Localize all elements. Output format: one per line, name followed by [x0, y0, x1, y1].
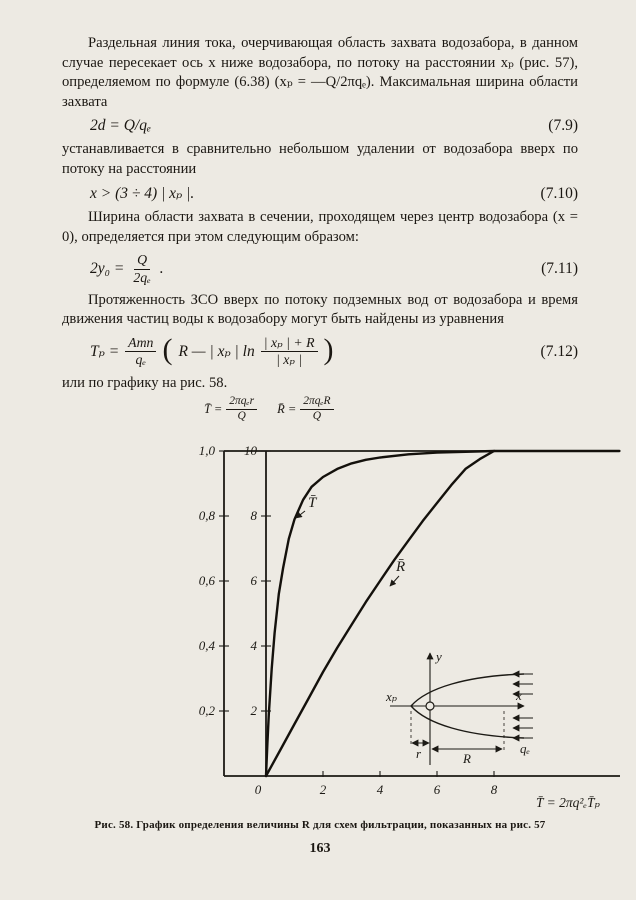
fraction-numerator: | xₚ | + R	[261, 335, 318, 352]
y-tick-label-T: 0,2	[198, 703, 215, 719]
fraction-denominator: Q	[237, 409, 246, 422]
x-tick-label: 2	[319, 782, 327, 798]
y-tick-label-R: 6	[250, 573, 257, 589]
equation-7-11-number: (7.11)	[541, 260, 578, 278]
fraction-numerator: Amn	[125, 335, 156, 352]
fraction-numerator: 2πqₑR	[300, 395, 333, 410]
paragraph-2: устанавливается в сравнительно небольшом удалении от водозабора вверх по потоку на расстоянии	[62, 141, 578, 177]
equation-7-12	[62, 335, 578, 369]
fraction	[125, 335, 156, 369]
inset-y-label: y	[436, 649, 442, 665]
inset-x-label: x	[516, 688, 522, 704]
equation-7-9	[62, 117, 578, 135]
equation-7-12-number: (7.12)	[540, 342, 578, 360]
x-tick-label: 6	[433, 782, 441, 798]
equation-7-10	[62, 184, 578, 203]
x-tick-label: 8	[490, 782, 498, 798]
y-tick-label-R: 2	[250, 703, 257, 719]
inset-qe-label: qₑ	[520, 741, 530, 757]
fraction-denominator: Q	[312, 409, 322, 422]
fraction	[261, 335, 318, 369]
page-number: 163	[309, 841, 331, 857]
fraction-numerator: 2πqₑr	[226, 395, 257, 410]
tick-labels	[199, 443, 498, 797]
x-axis-formula-label: T̄ = 2πq²ₑT̄ₚ	[536, 795, 600, 811]
figure-58-graph	[100, 421, 636, 813]
axis-label-R	[277, 395, 334, 423]
y-tick-label-R: 4	[250, 638, 257, 654]
fraction-denominator: 2qₑ	[133, 269, 151, 285]
equation-7-12-body	[90, 335, 334, 369]
x-tick-label: 0	[254, 782, 262, 798]
paragraph-1: Раздельная линия тока, очерчивающая область захвата водозабора, в данном случае пересекает ось x ниже водозабора, по потоку на расстоянии xₚ (рис. 57), определяемом по формуле (6.38) (xₚ = —Q/2πqₑ). Максимальная ширина области захвата	[62, 35, 578, 110]
equation-7-12-mid: R — | xₚ | ln	[178, 343, 255, 361]
inset-R-label: R	[463, 751, 471, 767]
equation-7-9-number: (7.9)	[548, 117, 578, 135]
curves	[266, 451, 619, 776]
y-tick-label-T: 0,8	[198, 508, 215, 524]
inset-xp-label: xₚ	[386, 689, 397, 705]
fraction	[226, 395, 257, 423]
fraction	[130, 252, 153, 286]
y-tick-label-T: 0,4	[198, 638, 215, 654]
fraction-denominator: qₑ	[135, 352, 147, 368]
inset-scheme-diagram	[385, 649, 533, 766]
paragraph-4: Протяженность ЗСО вверх по потоку подземных вод от водозабора и время движения частиц воды к водозабору могут быть найдены из уравнения	[62, 291, 578, 328]
right-parenthesis: )	[323, 333, 334, 367]
curve-labels	[296, 495, 405, 586]
plot-axes	[224, 451, 620, 776]
y-tick-label-T: 1,0	[198, 443, 215, 459]
equation-7-10-number: (7.10)	[540, 184, 578, 202]
curve-T	[266, 451, 619, 776]
equation-7-12-lhs: Tₚ =	[90, 343, 120, 361]
equation-7-10-body: x > (3 ÷ 4) | xₚ |.	[90, 185, 195, 203]
equation-7-11-lhs: 2y₀ =	[90, 260, 125, 278]
y-tick-label-R: 8	[250, 508, 257, 524]
axis-label-R-lhs: R̄ =	[277, 401, 297, 416]
inset-r-label: r	[416, 746, 422, 762]
axis-label-T-lhs: T̄ =	[204, 401, 223, 416]
y-tick-label-R: 10	[244, 443, 257, 459]
fraction	[300, 395, 333, 423]
curve-R	[266, 451, 494, 776]
y-axis-formula-labels	[204, 395, 334, 423]
fraction-denominator: | xₚ |	[276, 352, 303, 368]
paragraph-5: или по графику на рис. 58.	[62, 374, 228, 391]
figure-caption: Рис. 58. График определения величины R для схем фильтрации, показанных на рис. 57	[94, 819, 546, 832]
fraction-numerator: Q	[134, 252, 150, 269]
equation-7-11	[62, 252, 578, 286]
well-circle	[426, 702, 434, 710]
equation-7-11-body	[90, 252, 164, 286]
x-tick-label: 4	[376, 782, 384, 798]
left-parenthesis: (	[162, 333, 173, 367]
curve-R-leader-arrow	[390, 576, 399, 586]
figure-58	[62, 395, 600, 815]
curve-T-label: T̄	[308, 495, 317, 512]
paragraph-3: Ширина области захвата в сечении, проходящем через центр водозабора (x = 0), определяется при этом следующим образом:	[62, 209, 578, 245]
curve-R-label: R̄	[396, 559, 406, 576]
equation-7-11-tail: .	[159, 260, 164, 278]
axis-label-T	[204, 395, 257, 423]
y-tick-label-T: 0,6	[198, 573, 215, 589]
equation-7-9-body: 2d = Q/qₑ	[90, 117, 152, 135]
